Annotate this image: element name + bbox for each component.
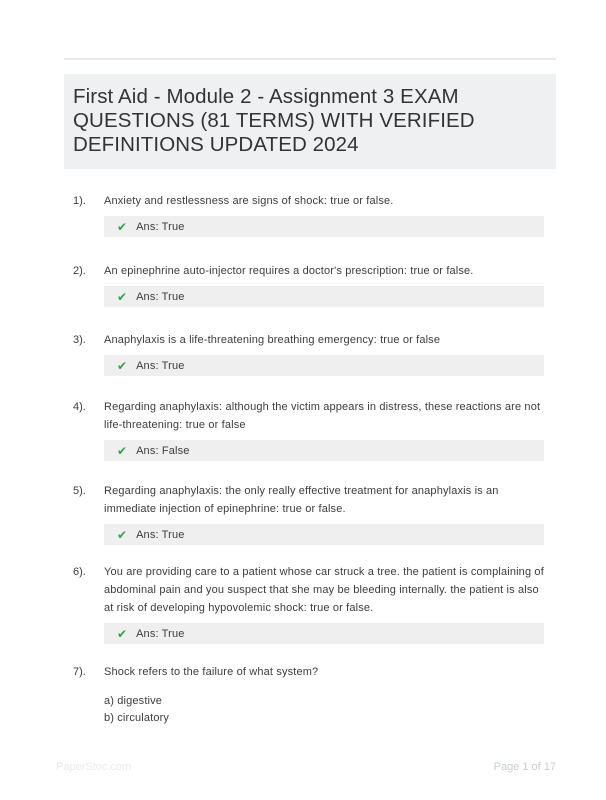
check-icon: ✔ (117, 289, 128, 304)
page-number: Page 1 of 17 (493, 761, 556, 773)
question-number: 1). (73, 195, 86, 207)
check-icon: ✔ (117, 219, 128, 234)
question-item-3 (64, 331, 556, 376)
answer-options (104, 693, 544, 727)
question-text: Shock refers to the failure of what system? (104, 666, 319, 678)
answer-bar (104, 355, 544, 376)
answer-text: Ans: True (136, 528, 185, 541)
question-text: Anxiety and restlessness are signs of shock: true or false. (104, 195, 394, 207)
question-number: 2). (73, 265, 86, 277)
question-text: An epinephrine auto-injector requires a doctor's prescription: true or false. (104, 265, 474, 277)
question-item-1 (64, 192, 556, 237)
question-text: You are providing care to a patient whose car struck a tree. the patient is complaining of abdominal pain and you suspect that she may be bleeding internally. the patient is also at risk of developing hypovolemic shock: true or false. (104, 566, 544, 614)
title-block (64, 74, 556, 169)
question-number: 3). (73, 334, 86, 346)
answer-option-a: a) digestive (104, 695, 163, 707)
check-icon: ✔ (117, 527, 128, 542)
answer-bar (104, 440, 544, 461)
page-title: First Aid - Module 2 - Assignment 3 EXAM QUESTIONS (81 TERMS) WITH VERIFIED DEFINITIONS UPDATED 2024 (73, 85, 475, 156)
answer-text: Ans: True (136, 359, 185, 372)
question-number: 5). (73, 485, 86, 497)
question-text: Anaphylaxis is a life-threatening breathing emergency: true or false (104, 334, 441, 346)
watermark-text: PaperStoc.com (56, 761, 132, 773)
question-item-5 (64, 482, 556, 545)
question-text: Regarding anaphylaxis: although the victim appears in distress, these reactions are not life-threatening: true or false (104, 401, 541, 431)
answer-text: Ans: True (136, 290, 185, 303)
answer-bar (104, 286, 544, 307)
answer-bar (104, 623, 544, 644)
answer-text: Ans: True (136, 627, 185, 640)
answer-bar (104, 524, 544, 545)
answer-option-b: b) circulatory (104, 712, 170, 724)
question-number: 7). (73, 666, 86, 678)
check-icon: ✔ (117, 626, 128, 641)
question-item-2 (64, 262, 556, 307)
question-text: Regarding anaphylaxis: the only really effective treatment for anaphylaxis is an immediate injection of epinephrine: true or false. (104, 485, 499, 515)
answer-text: Ans: False (136, 444, 190, 457)
answer-text: Ans: True (136, 220, 185, 233)
check-icon: ✔ (117, 358, 128, 373)
check-icon: ✔ (117, 443, 128, 458)
question-item-6 (64, 563, 556, 644)
question-number: 4). (73, 401, 86, 413)
page-footer (56, 761, 556, 773)
top-divider (64, 58, 556, 60)
question-item-7 (64, 663, 556, 727)
answer-bar (104, 216, 544, 237)
question-number: 6). (73, 566, 86, 578)
question-item-4 (64, 398, 556, 461)
